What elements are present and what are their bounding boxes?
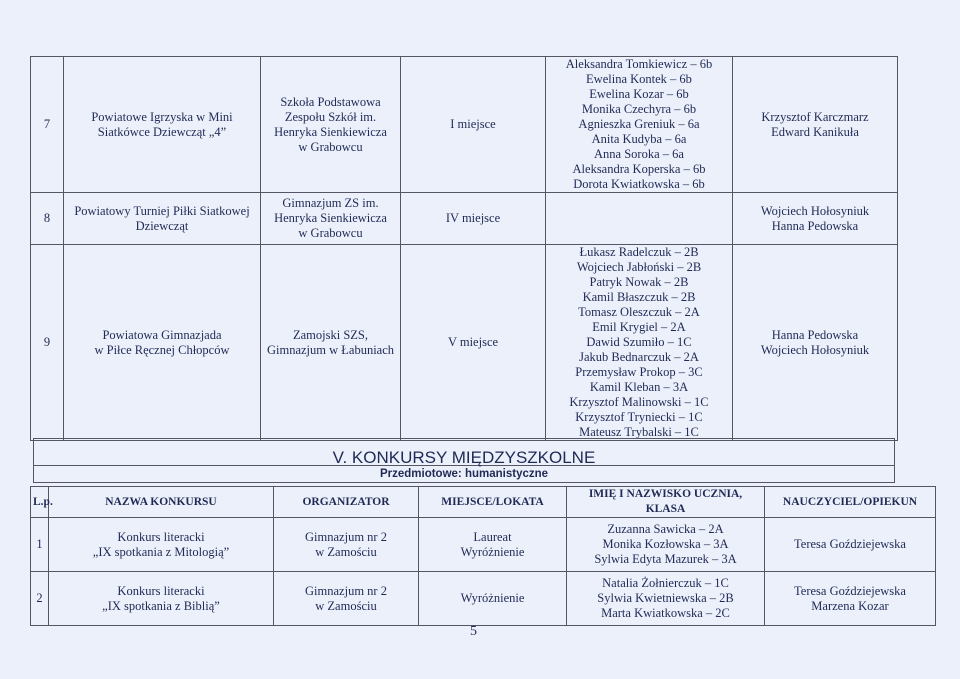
table-row — [31, 57, 898, 193]
teachers: Krzysztof Karczmarz Edward Kanikuła — [733, 57, 898, 193]
teachers: Wojciech Hołosyniuk Hanna Pedowska — [733, 193, 898, 245]
competition-name: Konkurs literacki „IX spotkania z Mitologią” — [49, 518, 274, 572]
results-table-sports — [30, 56, 898, 441]
placement: I miejsce — [401, 57, 546, 193]
students: Łukasz Radelczuk – 2B Wojciech Jabłoński – 2B Patryk Nowak – 2B Kamil Błaszczuk – 2B Tomasz Oleszczuk – 2A Emil Krygiel – 2A Dawid Szumiło – 1C Jakub Bednarczuk – 2A Przemysław Prokop – 3C Kamil Kleban – 3A Krzysztof Malinowski – 1C Krzysztof Tryniecki – 1C Mateusz Trybalski – 1C — [546, 245, 733, 441]
table-row — [31, 572, 936, 626]
students: Aleksandra Tomkiewicz – 6b Ewelina Kontek – 6b Ewelina Kozar – 6b Monika Czechyra – 6b Agnieszka Greniuk – 6a Anita Kudyba – 6a Anna Soroka – 6a Aleksandra Koperska – 6b Dorota Kwiatkowska – 6b — [546, 57, 733, 193]
organizer: Szkoła Podstawowa Zespołu Szkół im. Henryka Sienkiewicza w Grabowcu — [261, 57, 401, 193]
teachers: Teresa Goździejewska Marzena Kozar — [765, 572, 936, 626]
teachers: Teresa Goździejewska — [765, 518, 936, 572]
table-row — [31, 518, 936, 572]
col-header-students: IMIĘ I NAZWISKO UCZNIA, KLASA — [567, 487, 765, 518]
section-subtitle: Przedmiotowe: humanistyczne — [34, 466, 895, 483]
organizer: Gimnazjum ZS im. Henryka Sienkiewicza w Grabowcu — [261, 193, 401, 245]
header-row — [31, 487, 936, 518]
competition-name: Konkurs literacki „IX spotkania z Biblią” — [49, 572, 274, 626]
col-header-teachers: NAUCZYCIEL/OPIEKUN — [765, 487, 936, 518]
teachers: Hanna Pedowska Wojciech Hołosyniuk — [733, 245, 898, 441]
students: Natalia Żołnierczuk – 1C Sylwia Kwietniewska – 2B Marta Kwiatkowska – 2C — [567, 572, 765, 626]
competition-name: Powiatowa Gimnazjada w Piłce Ręcznej Chłopców — [64, 245, 261, 441]
competition-name: Powiatowy Turniej Piłki Siatkowej Dziewcząt — [64, 193, 261, 245]
organizer: Zamojski SZS, Gimnazjum w Łabuniach — [261, 245, 401, 441]
organizer: Gimnazjum nr 2 w Zamościu — [274, 518, 419, 572]
results-table-competitions — [30, 486, 936, 626]
row-number: 7 — [31, 57, 64, 193]
section-header — [33, 438, 895, 483]
col-header-organizer: ORGANIZATOR — [274, 487, 419, 518]
students: Zuzanna Sawicka – 2A Monika Kozłowska – 3A Sylwia Edyta Mazurek – 3A — [567, 518, 765, 572]
placement: V miejsce — [401, 245, 546, 441]
col-header-name: NAZWA KONKURSU — [49, 487, 274, 518]
row-number: 9 — [31, 245, 64, 441]
table-row — [31, 193, 898, 245]
row-number: 2 — [31, 572, 49, 626]
row-number: 1 — [31, 518, 49, 572]
competition-name: Powiatowe Igrzyska w Mini Siatkówce Dziewcząt „4” — [64, 57, 261, 193]
students — [546, 193, 733, 245]
organizer: Gimnazjum nr 2 w Zamościu — [274, 572, 419, 626]
col-header-lp: L.p. — [31, 487, 49, 518]
table-row — [31, 245, 898, 441]
placement: IV miejsce — [401, 193, 546, 245]
col-header-placement: MIEJSCE/LOKATA — [419, 487, 567, 518]
page-number: 5 — [470, 624, 477, 639]
placement: Laureat Wyróżnienie — [419, 518, 567, 572]
placement: Wyróżnienie — [419, 572, 567, 626]
row-number: 8 — [31, 193, 64, 245]
section-title: V. KONKURSY MIĘDZYSZKOLNE — [34, 439, 895, 466]
